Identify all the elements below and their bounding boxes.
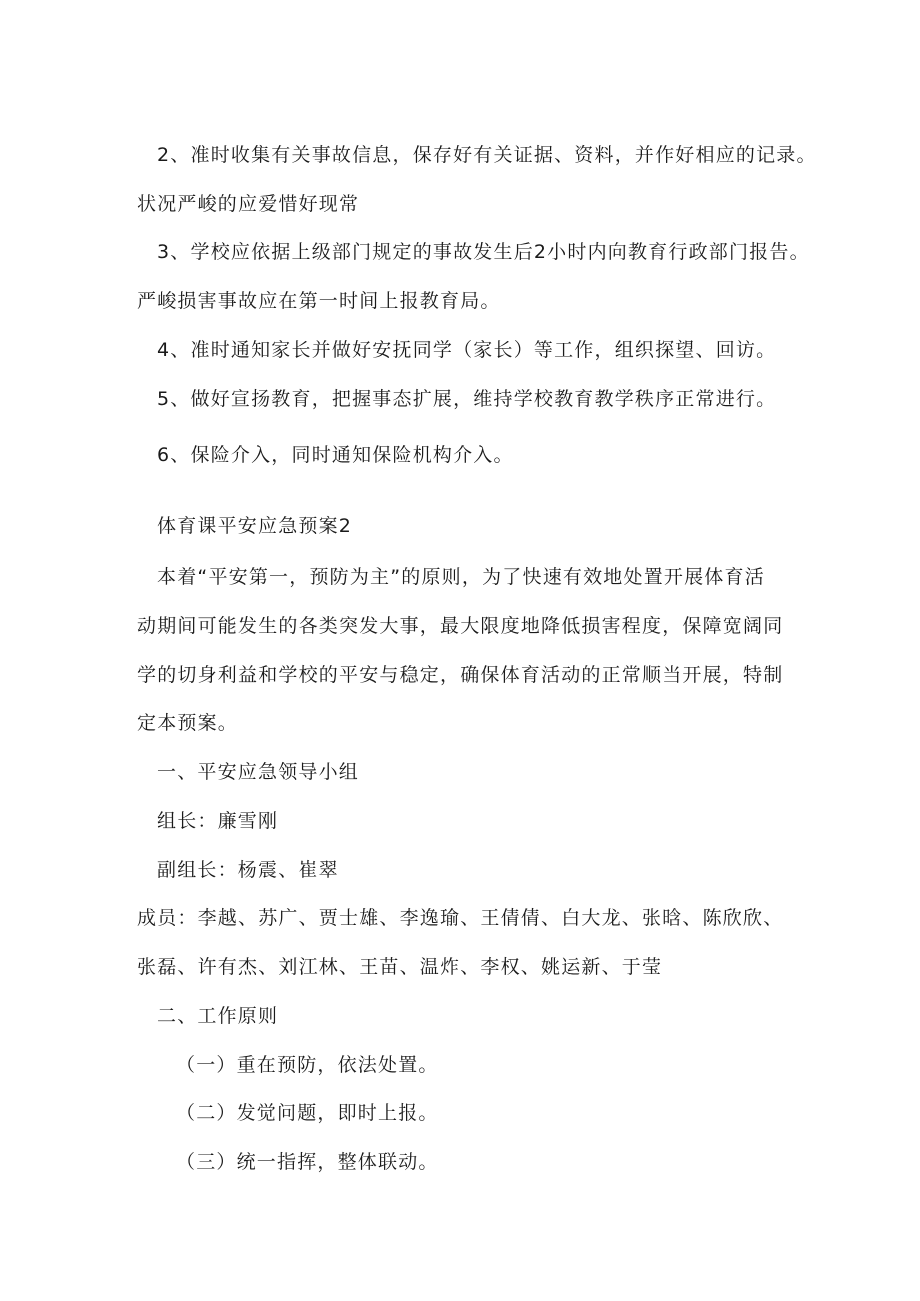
intro-line-1: 本着“平安第一，预防为主”的原则，为了快速有效地处置开展体育活 xyxy=(157,566,765,588)
deputy-group-leader: 副组长：杨震、崔翠 xyxy=(157,859,339,881)
members-line-2: 张磊、许有杰、刘江林、王苗、温炸、李权、姚运新、于莹 xyxy=(137,956,663,978)
section-title: 体育课平安应急预案2 xyxy=(157,515,353,537)
heading-leadership-group: 一、平安应急领导小组 xyxy=(157,761,360,783)
intro-line-3: 学的切身利益和学校的平安与稳定，确保体育活动的正常顺当开展，特制 xyxy=(137,664,784,686)
paragraph-step-6: 6、保险介入，同时通知保险机构介入。 xyxy=(157,444,514,466)
paragraph-step-5: 5、做好宣扬教育，把握事态扩展，维持学校教育教学秩序正常进行。 xyxy=(157,388,777,410)
paragraph-step-3-continued: 严峻损害事故应在第一时间上报教育局。 xyxy=(137,290,501,312)
principle-1: （一）重在预防，依法处置。 xyxy=(176,1054,439,1076)
paragraph-step-2: 2、准时收集有关事故信息，保存好有关证据、资料，并作好相应的记录。 xyxy=(157,144,817,166)
paragraph-step-3: 3、学校应依据上级部门规定的事故发生后2小时内向教育行政部门报告。 xyxy=(157,241,810,263)
principle-3: （三）统一指挥，整体联动。 xyxy=(176,1151,439,1173)
paragraph-step-2-continued: 状况严峻的应爱惜好现常 xyxy=(137,193,360,215)
intro-line-2: 动期间可能发生的各类突发大事，最大限度地降低损害程度，保障宽阔同 xyxy=(137,615,784,637)
members-line-1: 成员：李越、苏广、贾士雄、李逸瑜、王倩倩、白大龙、张晗、陈欣欣、 xyxy=(137,907,784,929)
principle-2: （二）发觉问题，即时上报。 xyxy=(176,1102,439,1124)
heading-work-principles: 二、工作原则 xyxy=(157,1005,279,1027)
group-leader: 组长：廉雪刚 xyxy=(157,810,279,832)
paragraph-step-4: 4、准时通知家长并做好安抚同学（家长）等工作，组织探望、回访。 xyxy=(157,339,777,361)
intro-line-4: 定本预案。 xyxy=(137,712,239,734)
